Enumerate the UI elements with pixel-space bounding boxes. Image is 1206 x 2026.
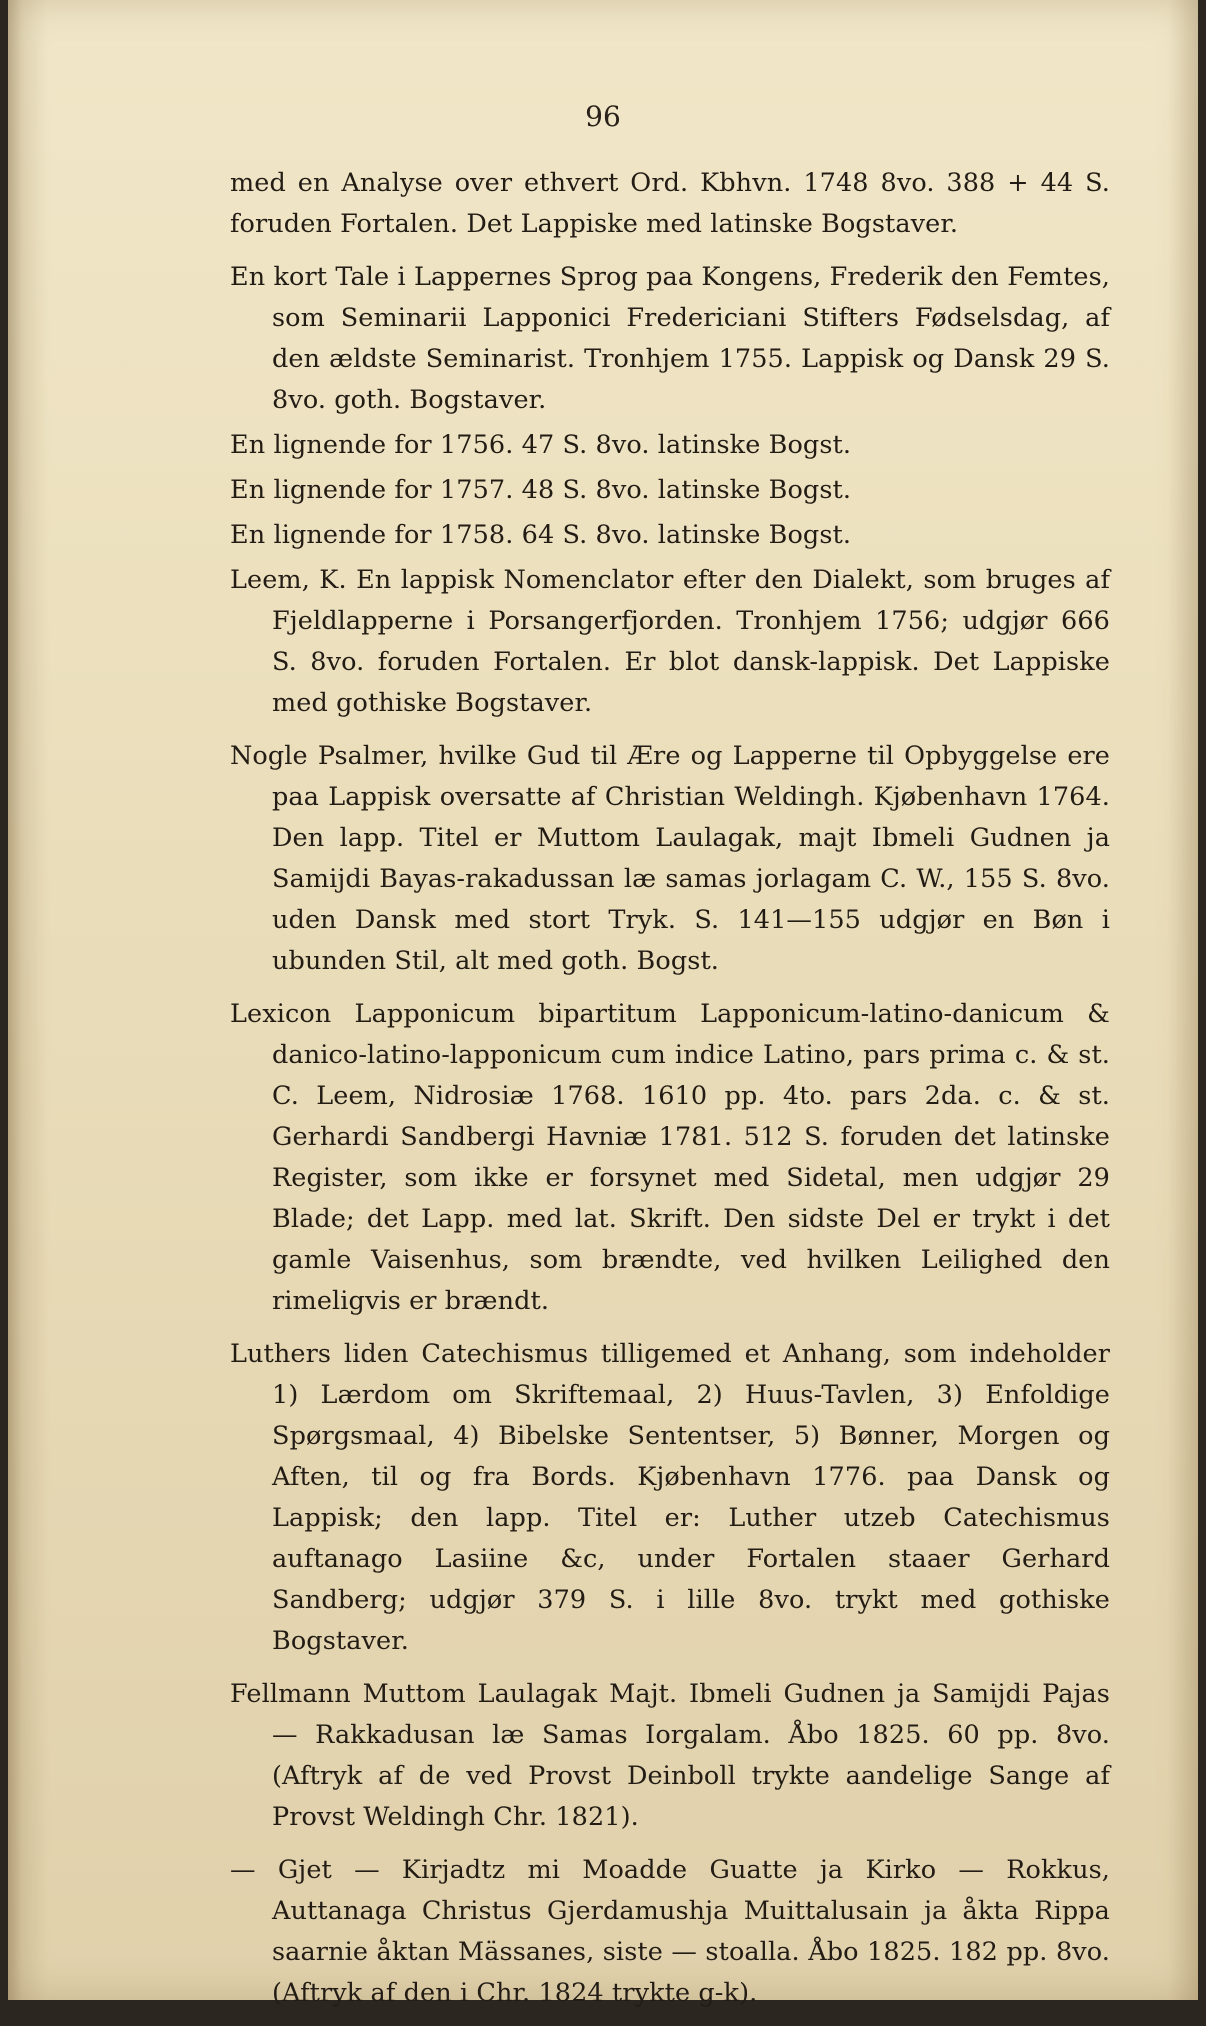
bibliography-entry: Lexicon Lapponicum bipartitum Lapponicum-latino-danicum & danico-latino-lapponicum cum indice Latino, pars prima c. & st. C. Leem, Nidrosiæ 1768. 1610 pp. 4to. pars 2da. c. & st. Gerhardi Sandbergi Havniæ 1781. 512 S. foruden det latinske Register, som ikke er forsynet med Sidetal, men udgjør 29 Blade; det Lapp. med lat. Skrift. Den sidste Del er trykt i det gamle Vaisenhus, som brændte, ved hvilken Leilighed den rimeligvis er brændt.	[230, 999, 1110, 1316]
bibliography-entry: — Gjet — Kirjadtz mi Moadde Guatte ja Kirko — Rokkus, Auttanaga Christus Gjerdamushja Muittalusain ja åkta Rippa saarnie åktan Mässanes, siste — stoalla. Åbo 1825. 182 pp. 8vo. (Aftryk af den i Chr. 1824 trykte g-k).	[230, 1855, 1110, 2008]
bibliography-entry: En lignende for 1758. 64 S. 8vo. latinske Bogst.	[230, 520, 852, 550]
bibliography-entry: En kort Tale i Lappernes Sprog paa Kongens, Frederik den Femtes, som Seminarii Lapponici Fredericiani Stifters Fødselsdag, af den ældste Seminarist. Tronhjem 1755. Lappisk og Dansk 29 S. 8vo. goth. Bogstaver.	[230, 262, 1110, 415]
bibliography-entry: Luthers liden Catechismus tilligemed et Anhang, som indeholder 1) Lærdom om Skriftemaal, 2) Huus-Tavlen, 3) Enfoldige Spørgsmaal, 4) Bibelske Sententser, 5) Bønner, Morgen og Aften, til og fra Bords. Kjøbenhavn 1776. paa Dansk og Lappisk; den lapp. Titel er: Luther utzeb Catechismus auftanago Lasiine &c, under Fortalen staaer Gerhard Sandberg; udgjør 379 S. i lille 8vo. trykt med gothiske Bogstaver.	[230, 1339, 1110, 1656]
bibliography-entry: En lignende for 1757. 48 S. 8vo. latinske Bogst.	[230, 475, 852, 505]
bibliography-entry: Nogle Psalmer, hvilke Gud til Ære og Lapperne til Opbyggelse ere paa Lappisk oversatte af Christian Weldingh. Kjøbenhavn 1764. Den lapp. Titel er Muttom Laulagak, majt Ibmeli Gudnen ja Samijdi Bayas-rakadussan læ samas jorlagam C. W., 155 S. 8vo. uden Dansk med stort Tryk. S. 141—155 udgjør en Bøn i ubunden Stil, alt med goth. Bogst.	[230, 741, 1110, 976]
bibliography-entry: En lignende for 1756. 47 S. 8vo. latinske Bogst.	[230, 430, 852, 460]
page-number: 96	[585, 100, 621, 133]
book-page	[8, 0, 1198, 2008]
bibliography-entry: Fellmann Muttom Laulagak Majt. Ibmeli Gudnen ja Samijdi Pajas — Rakkadusan læ Samas Iorgalam. Åbo 1825. 60 pp. 8vo. (Aftryk af de ved Provst Deinboll trykte aandelige Sange af Provst Weldingh Chr. 1821).	[230, 1679, 1110, 1832]
bibliography-entry: Leem, K. En lappisk Nomenclator efter den Dialekt, som bruges af Fjeldlapperne i Porsangerfjorden. Tronhjem 1756; udgjør 666 S. 8vo. foruden Fortalen. Er blot dansk-lappisk. Det Lappiske med gothiske Bogstaver.	[230, 565, 1110, 718]
bibliography-entry: med en Analyse over ethvert Ord. Kbhvn. 1748 8vo. 388 + 44 S. foruden Fortalen. Det Lappiske med latinske Bogstaver.	[230, 168, 1110, 239]
bibliography-list	[230, 163, 1110, 2026]
